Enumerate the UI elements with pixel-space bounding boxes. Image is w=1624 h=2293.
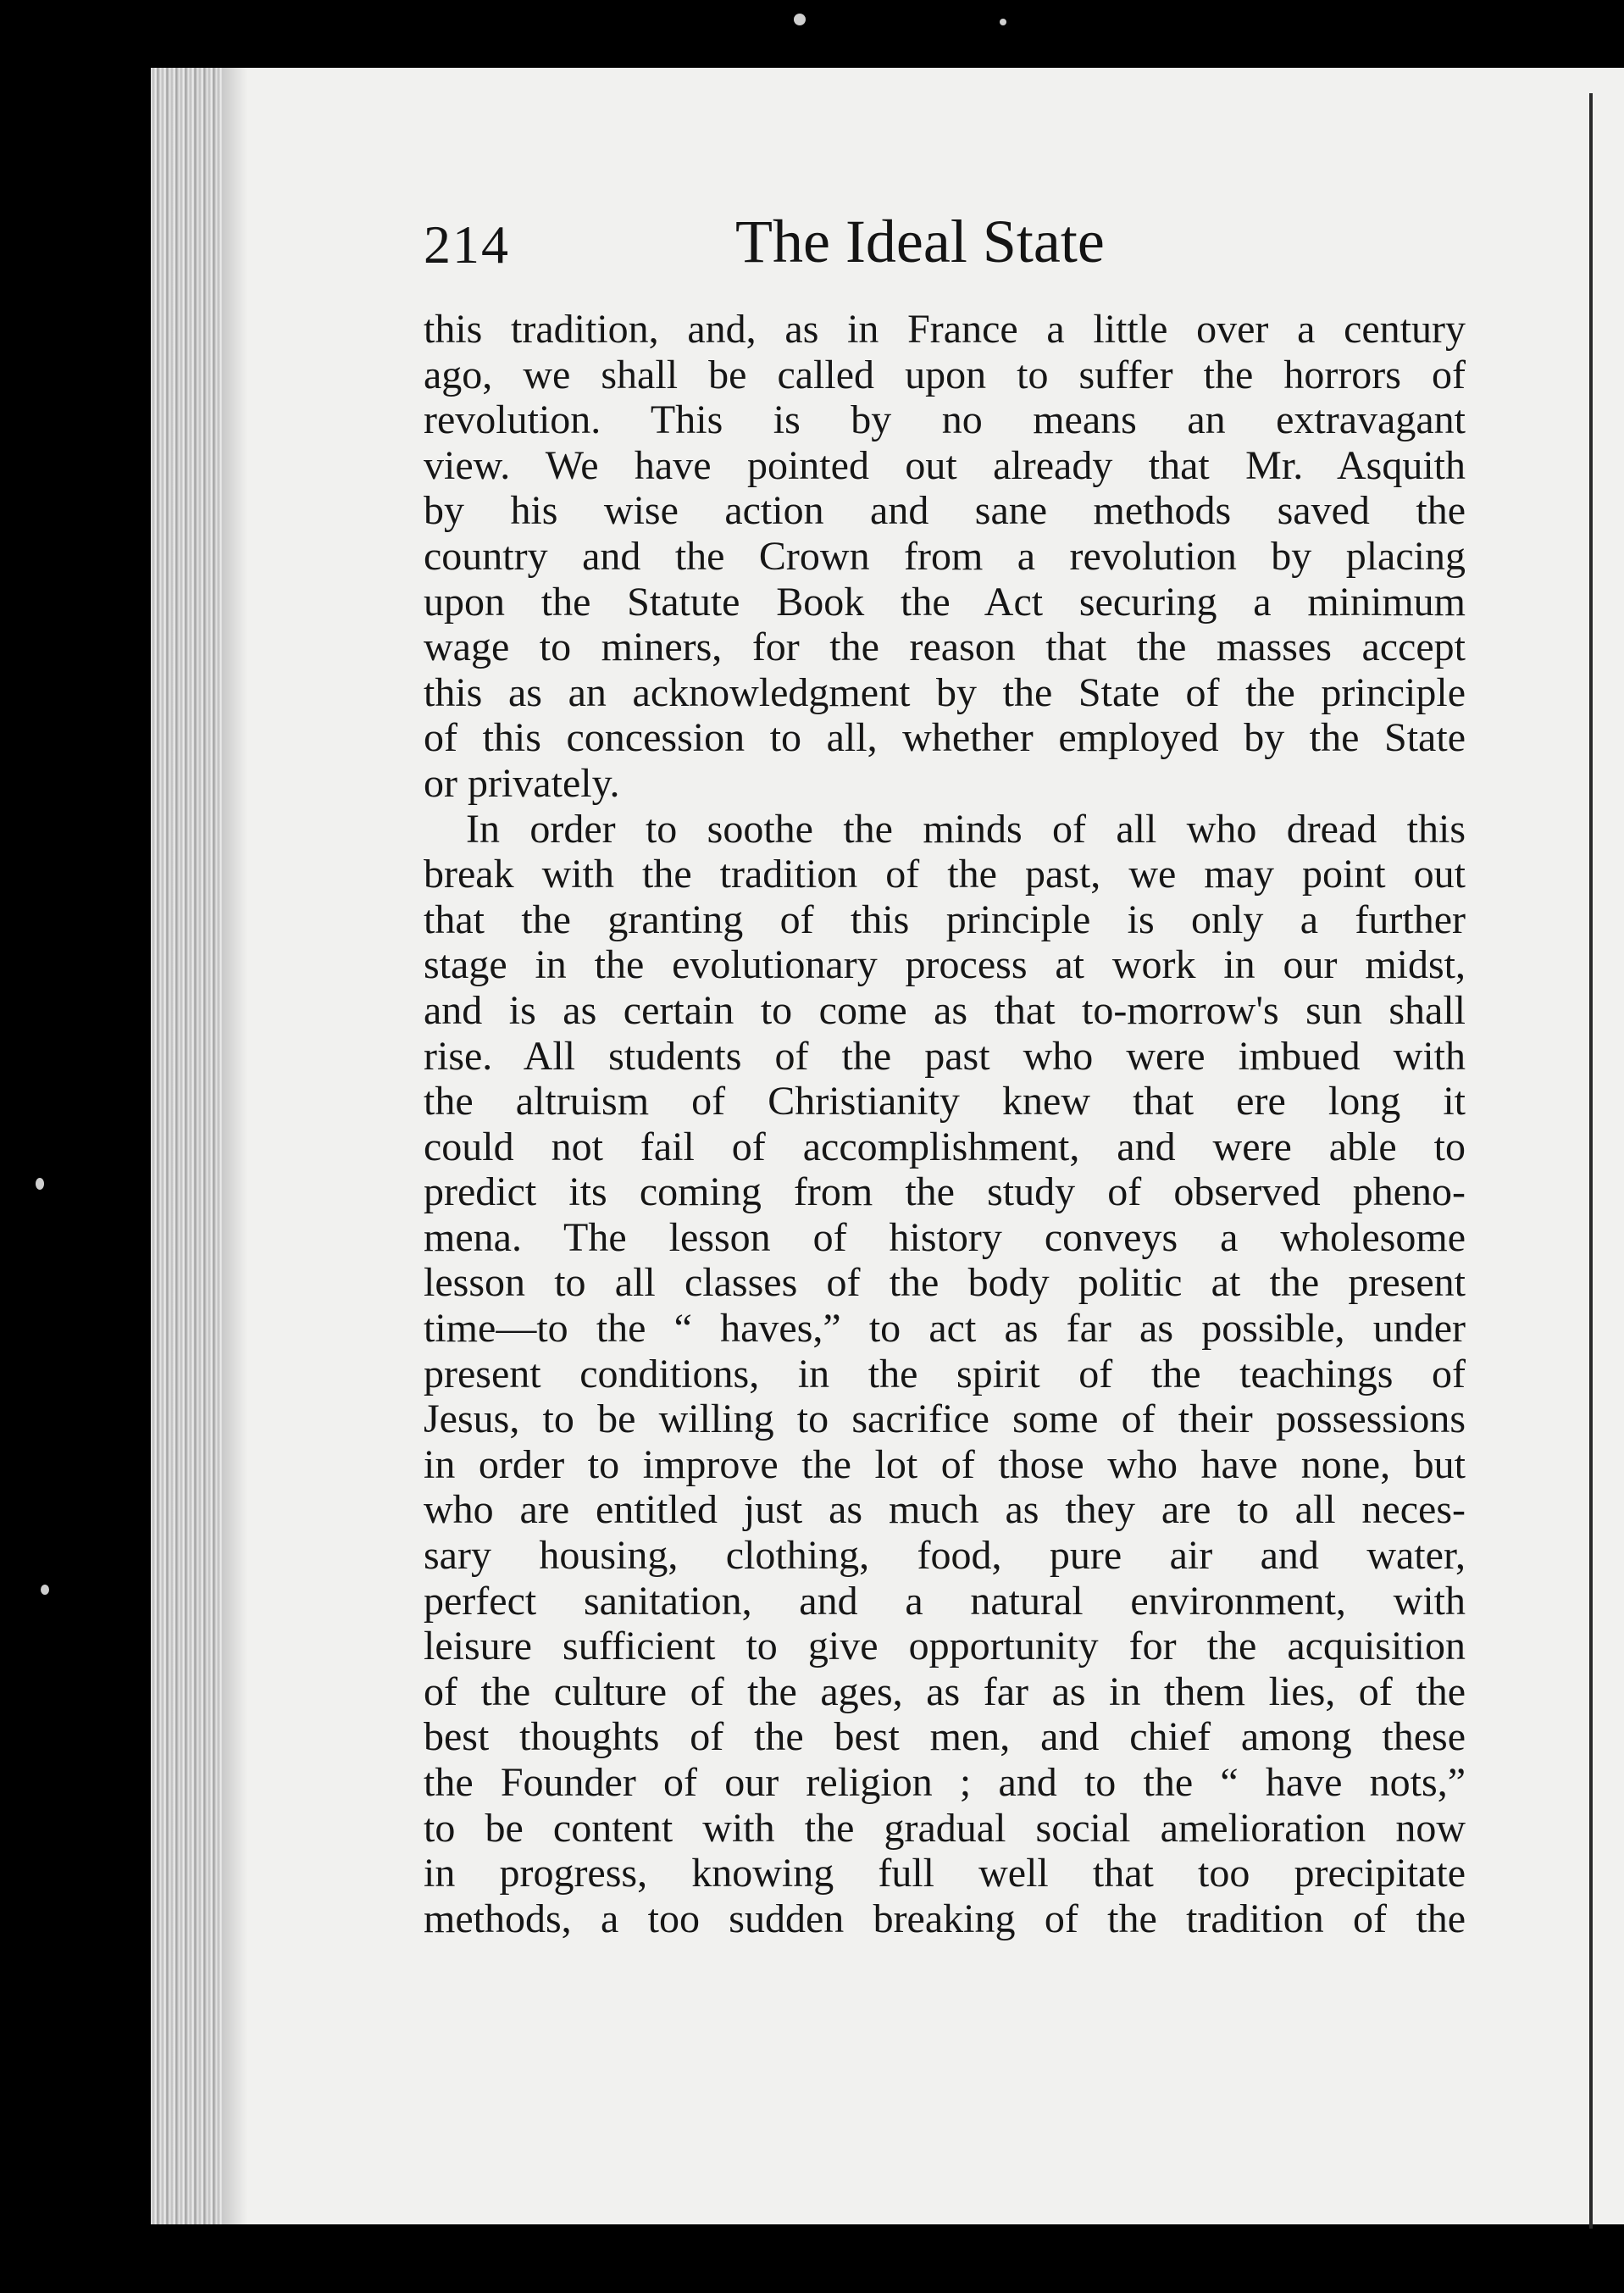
text-line: of the culture of the ages, as far as in them lies, of the: [424, 1668, 1466, 1714]
text-line: lesson to all classes of the body politic at the present: [424, 1260, 1466, 1306]
scan-speck: [41, 1585, 49, 1595]
text-line: perfect sanitation, and a natural environment, with: [424, 1578, 1466, 1624]
text-line: country and the Crown from a revolution by placing: [424, 533, 1466, 579]
text-line: of this concession to all, whether employed by the State: [424, 715, 1466, 761]
text-line: present conditions, in the spirit of the teachings of: [424, 1351, 1466, 1396]
text-line: and is as certain to come as that to-morrow's sun shall: [424, 987, 1466, 1033]
text-line: could not fail of accomplishment, and were able to: [424, 1124, 1466, 1169]
text-line: that the granting of this principle is only a further: [424, 897, 1466, 942]
running-title: The Ideal State: [735, 208, 1105, 275]
text-line: this tradition, and, as in France a little over a century: [424, 307, 1466, 352]
text-line: view. We have pointed out already that Mr. Asquith: [424, 442, 1466, 488]
paragraph-start: In order to soothe the minds of all who dread this: [466, 806, 1466, 852]
text-line: in progress, knowing full well that too precipitate: [424, 1851, 1466, 1896]
binding-shadow: [222, 68, 247, 2224]
text-line: in order to improve the lot of those who have none, but: [424, 1441, 1466, 1487]
text-line: stage in the evolutionary process at work in our midst,: [424, 942, 1466, 988]
text-line: who are entitled just as much as they are to all neces-: [424, 1487, 1466, 1533]
body-text: [424, 307, 1466, 1941]
page-header: [424, 208, 1466, 290]
text-line: methods, a too sudden breaking of the tradition of the: [424, 1896, 1466, 1941]
text-line: leisure sufficient to give opportunity for the acquisition: [424, 1624, 1466, 1669]
text-line: the altruism of Christianity knew that ere long it: [424, 1079, 1466, 1124]
text-line: Jesus, to be willing to sacrifice some of their possessions: [424, 1396, 1466, 1442]
text-line: upon the Statute Book the Act securing a minimum: [424, 579, 1466, 625]
text-line: this as an acknowledgment by the State of the principle: [424, 669, 1466, 715]
page-number: 214: [424, 214, 510, 275]
text-line: mena. The lesson of history conveys a wholesome: [424, 1214, 1466, 1260]
text-line: break with the tradition of the past, we may point out: [424, 852, 1466, 897]
text-line: to be content with the gradual social amelioration now: [424, 1805, 1466, 1851]
scan-speck: [36, 1178, 44, 1190]
text-line: predict its coming from the study of observed pheno-: [424, 1169, 1466, 1215]
text-line: by his wise action and sane methods saved the: [424, 488, 1466, 534]
text-line: time—to the “ haves,” to act as far as possible, under: [424, 1306, 1466, 1352]
text-line: sary housing, clothing, food, pure air and water,: [424, 1533, 1466, 1579]
scan-speck: [794, 14, 806, 25]
text-line: best thoughts of the best men, and chief among these: [424, 1714, 1466, 1760]
text-line: the Founder of our religion ; and to the “ have nots,”: [424, 1760, 1466, 1805]
text-line: revolution. This is by no means an extravagant: [424, 397, 1466, 443]
text-line: wage to miners, for the reason that the masses accept: [424, 625, 1466, 670]
scan-speck: [1000, 19, 1006, 25]
page-border: [1589, 93, 1593, 2229]
text-line: rise. All students of the past who were imbued with: [424, 1033, 1466, 1079]
text-line: ago, we shall be called upon to suffer the horrors of: [424, 352, 1466, 397]
text-line: or privately.: [424, 760, 620, 806]
